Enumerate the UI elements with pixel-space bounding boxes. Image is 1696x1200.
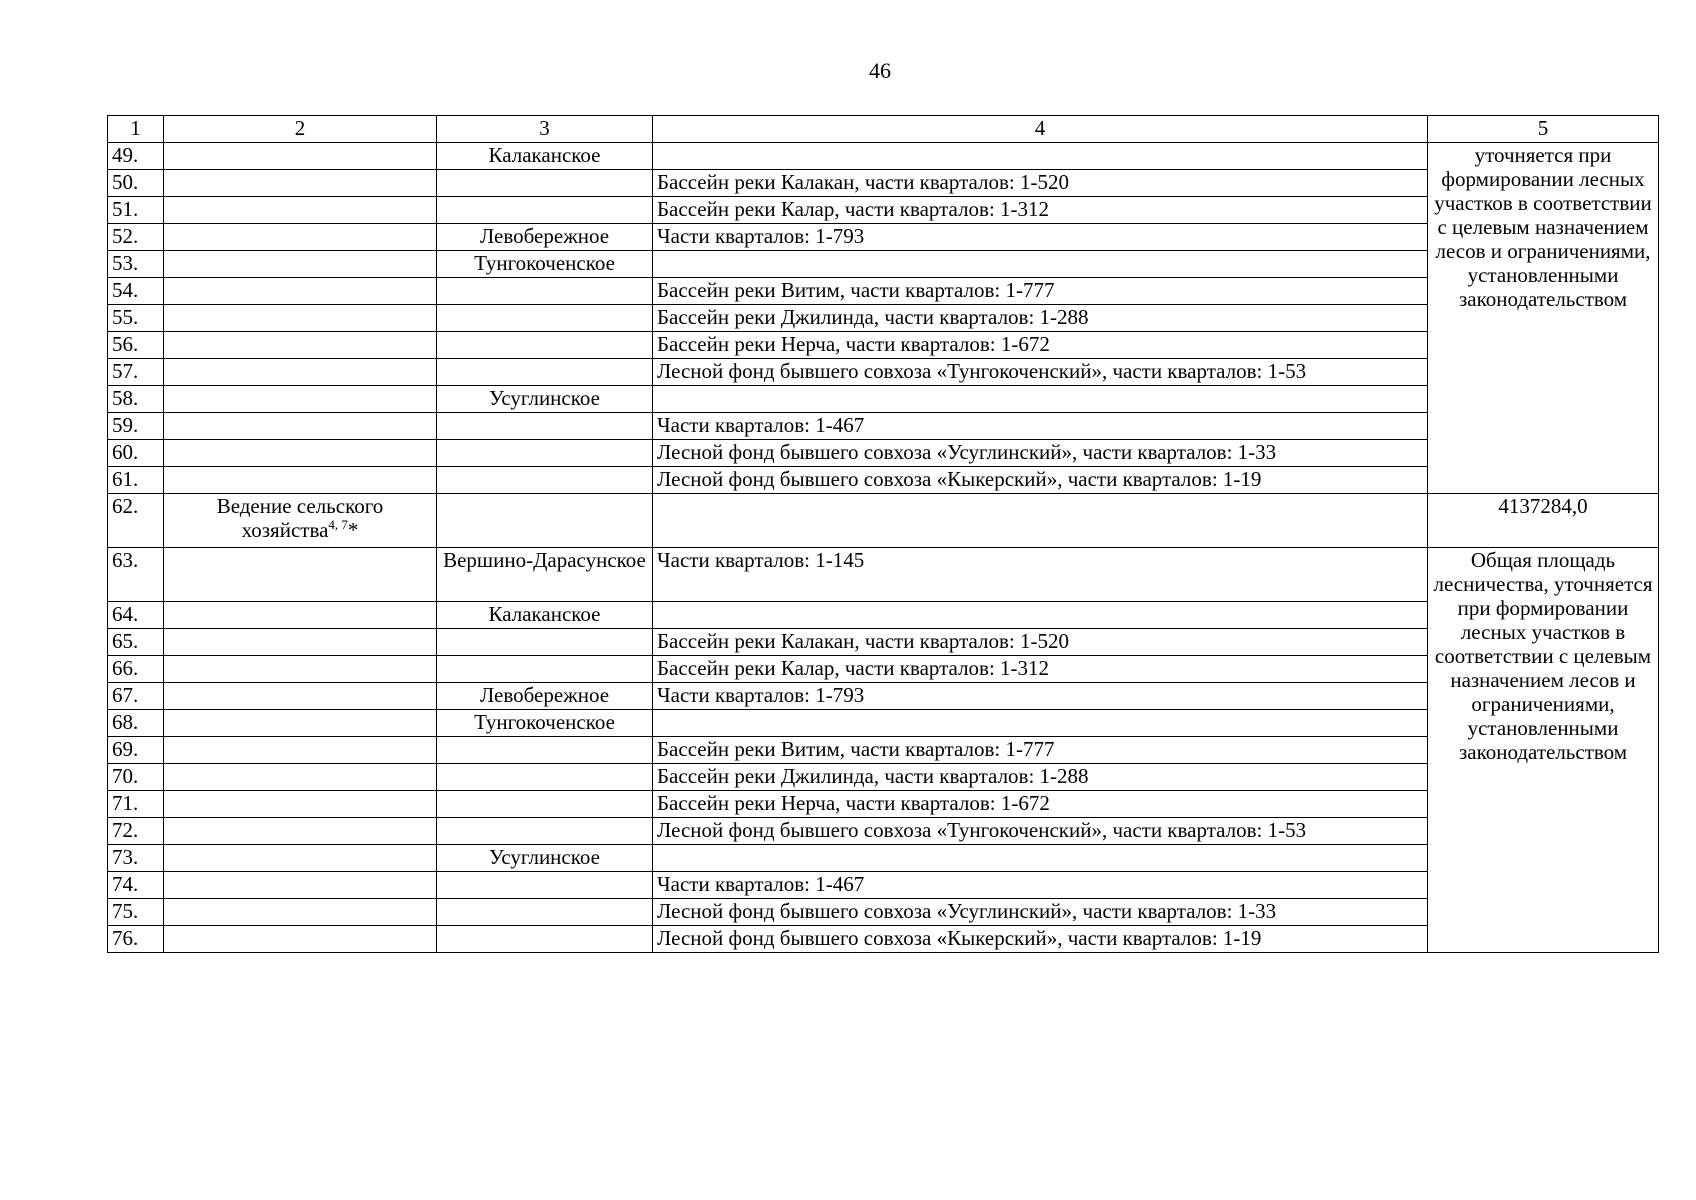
row-number: 68.: [108, 710, 164, 737]
cell-district: Тунгокоченское: [437, 251, 653, 278]
cell-purpose: [164, 845, 437, 872]
cell-purpose: [164, 332, 437, 359]
cell-purpose: [164, 683, 437, 710]
table-row: [108, 656, 1659, 683]
table-row: [108, 278, 1659, 305]
cell-purpose: [164, 872, 437, 899]
row-number: 69.: [108, 737, 164, 764]
row-number: 52.: [108, 224, 164, 251]
cell-location: Бассейн реки Калакан, части кварталов: 1-520: [653, 170, 1428, 197]
cell-district: [437, 467, 653, 494]
cell-location: Бассейн реки Джилинда, части кварталов: 1-288: [653, 764, 1428, 791]
cell-location: Части кварталов: 1-467: [653, 872, 1428, 899]
cell-location: Лесной фонд бывшего совхоза «Кыкерский», части кварталов: 1-19: [653, 926, 1428, 953]
cell-location: Части кварталов: 1-793: [653, 224, 1428, 251]
table-row: [108, 548, 1659, 602]
cell-district: Калаканское: [437, 143, 653, 170]
cell-location: [653, 143, 1428, 170]
row-number: 54.: [108, 278, 164, 305]
table-row: [108, 872, 1659, 899]
row-number: 53.: [108, 251, 164, 278]
row-number: 60.: [108, 440, 164, 467]
cell-district: [437, 305, 653, 332]
table-row: [108, 899, 1659, 926]
cell-purpose: [164, 413, 437, 440]
row-number: 72.: [108, 818, 164, 845]
cell-purpose: [164, 170, 437, 197]
table-row: [108, 764, 1659, 791]
cell-purpose: [164, 359, 437, 386]
cell-location: [653, 845, 1428, 872]
row-number: 75.: [108, 899, 164, 926]
cell-area-value: 4137284,0: [1428, 494, 1659, 548]
cell-district: Левобережное: [437, 683, 653, 710]
cell-location: [653, 710, 1428, 737]
row-number: 62.: [108, 494, 164, 548]
table-row: [108, 710, 1659, 737]
cell-location: [653, 602, 1428, 629]
table-row: [108, 359, 1659, 386]
cell-location: Лесной фонд бывшего совхоза «Тунгокоченский», части кварталов: 1-53: [653, 359, 1428, 386]
table-header-row: [108, 116, 1659, 143]
cell-purpose: [164, 737, 437, 764]
cell-district: [437, 494, 653, 548]
table-row: [108, 926, 1659, 953]
cell-purpose: [164, 197, 437, 224]
row-number: 70.: [108, 764, 164, 791]
forest-table: [107, 115, 1659, 953]
column-header: 2: [164, 116, 437, 143]
cell-location: Лесной фонд бывшего совхоза «Усуглинский», части кварталов: 1-33: [653, 440, 1428, 467]
cell-purpose: [164, 143, 437, 170]
row-number: 76.: [108, 926, 164, 953]
cell-district: Усуглинское: [437, 845, 653, 872]
cell-location: Части кварталов: 1-793: [653, 683, 1428, 710]
row-number: 61.: [108, 467, 164, 494]
cell-purpose: [164, 629, 437, 656]
cell-location: [653, 251, 1428, 278]
footnote-mark: *: [347, 518, 359, 542]
cell-district: [437, 278, 653, 305]
column-header: 1: [108, 116, 164, 143]
row-number: 56.: [108, 332, 164, 359]
table-row: [108, 737, 1659, 764]
cell-location: Части кварталов: 1-145: [653, 548, 1428, 602]
row-number: 63.: [108, 548, 164, 602]
table-row: [108, 440, 1659, 467]
cell-location: Бассейн реки Нерча, части кварталов: 1-672: [653, 791, 1428, 818]
cell-location: Лесной фонд бывшего совхоза «Тунгокоченский», части кварталов: 1-53: [653, 818, 1428, 845]
cell-purpose: [164, 656, 437, 683]
cell-purpose: [164, 899, 437, 926]
cell-location: Бассейн реки Нерча, части кварталов: 1-672: [653, 332, 1428, 359]
cell-area-note: Общая площадь лесничества, уточняется при формировании лесных участков в соответствии с целевым назначением лесов и ограничениями, установленными законодательством: [1428, 548, 1659, 953]
cell-district: [437, 791, 653, 818]
cell-location: Бассейн реки Калакан, части кварталов: 1-520: [653, 629, 1428, 656]
table-row: [108, 602, 1659, 629]
row-number: 67.: [108, 683, 164, 710]
table-row: [108, 386, 1659, 413]
cell-purpose: [164, 494, 437, 548]
cell-location: Лесной фонд бывшего совхоза «Кыкерский», части кварталов: 1-19: [653, 467, 1428, 494]
cell-purpose: [164, 440, 437, 467]
table-row: [108, 305, 1659, 332]
cell-purpose: [164, 278, 437, 305]
row-number: 59.: [108, 413, 164, 440]
cell-district: [437, 332, 653, 359]
cell-district: [437, 359, 653, 386]
cell-purpose: [164, 710, 437, 737]
row-number: 50.: [108, 170, 164, 197]
cell-location: Бассейн реки Витим, части кварталов: 1-777: [653, 278, 1428, 305]
row-number: 65.: [108, 629, 164, 656]
row-number: 71.: [108, 791, 164, 818]
cell-location: Бассейн реки Калар, части кварталов: 1-312: [653, 656, 1428, 683]
cell-district: [437, 818, 653, 845]
cell-location: Лесной фонд бывшего совхоза «Усуглинский», части кварталов: 1-33: [653, 899, 1428, 926]
table-row: [108, 494, 1659, 548]
cell-district: [437, 656, 653, 683]
cell-district: [437, 764, 653, 791]
table-row: [108, 251, 1659, 278]
row-number: 58.: [108, 386, 164, 413]
cell-location: Бассейн реки Джилинда, части кварталов: 1-288: [653, 305, 1428, 332]
row-number: 51.: [108, 197, 164, 224]
cell-location: Части кварталов: 1-467: [653, 413, 1428, 440]
page-number: 46: [869, 58, 891, 83]
purpose-text: Ведение сельского хозяйства: [216, 494, 384, 542]
table-row: [108, 332, 1659, 359]
table-row: [108, 845, 1659, 872]
row-number: 49.: [108, 143, 164, 170]
cell-purpose: [164, 305, 437, 332]
cell-purpose: [164, 224, 437, 251]
row-number: 55.: [108, 305, 164, 332]
cell-district: [437, 926, 653, 953]
column-header: 4: [653, 116, 1428, 143]
cell-district: [437, 629, 653, 656]
cell-district: [437, 197, 653, 224]
cell-purpose: [164, 602, 437, 629]
table-row: [108, 818, 1659, 845]
cell-district: [437, 899, 653, 926]
table-row: [108, 197, 1659, 224]
table-row: [108, 467, 1659, 494]
cell-location: Бассейн реки Калар, части кварталов: 1-312: [653, 197, 1428, 224]
cell-location: [653, 494, 1428, 548]
cell-area-note: уточняется при формировании лесных участков в соответствии с целевым назначением лесов и ограничениями, установленными законодательством: [1428, 143, 1659, 494]
cell-purpose: [164, 791, 437, 818]
column-header: 3: [437, 116, 653, 143]
cell-purpose: [164, 467, 437, 494]
cell-district: Левобережное: [437, 224, 653, 251]
cell-purpose: [164, 386, 437, 413]
cell-district: [437, 737, 653, 764]
footnote-ref: 4, 7: [328, 517, 348, 532]
cell-district: Вершино-Дарасунское: [437, 548, 653, 602]
cell-purpose: [164, 926, 437, 953]
table-row: [108, 683, 1659, 710]
row-number: 57.: [108, 359, 164, 386]
table-row: [108, 629, 1659, 656]
cell-district: Калаканское: [437, 602, 653, 629]
cell-district: [437, 413, 653, 440]
row-number: 66.: [108, 656, 164, 683]
cell-district: Усуглинское: [437, 386, 653, 413]
table-row: [108, 224, 1659, 251]
cell-purpose: [164, 818, 437, 845]
column-header: 5: [1428, 116, 1659, 143]
table-row: [108, 170, 1659, 197]
table-row: [108, 791, 1659, 818]
row-number: 74.: [108, 872, 164, 899]
cell-district: [437, 440, 653, 467]
cell-location: [653, 386, 1428, 413]
cell-purpose: [164, 764, 437, 791]
cell-district: [437, 170, 653, 197]
cell-district: [437, 872, 653, 899]
cell-purpose: [164, 251, 437, 278]
cell-district: Тунгокоченское: [437, 710, 653, 737]
row-number: 64.: [108, 602, 164, 629]
row-number: 73.: [108, 845, 164, 872]
cell-purpose: [164, 548, 437, 602]
table-row: [108, 413, 1659, 440]
cell-location: Бассейн реки Витим, части кварталов: 1-777: [653, 737, 1428, 764]
table-row: [108, 143, 1659, 170]
